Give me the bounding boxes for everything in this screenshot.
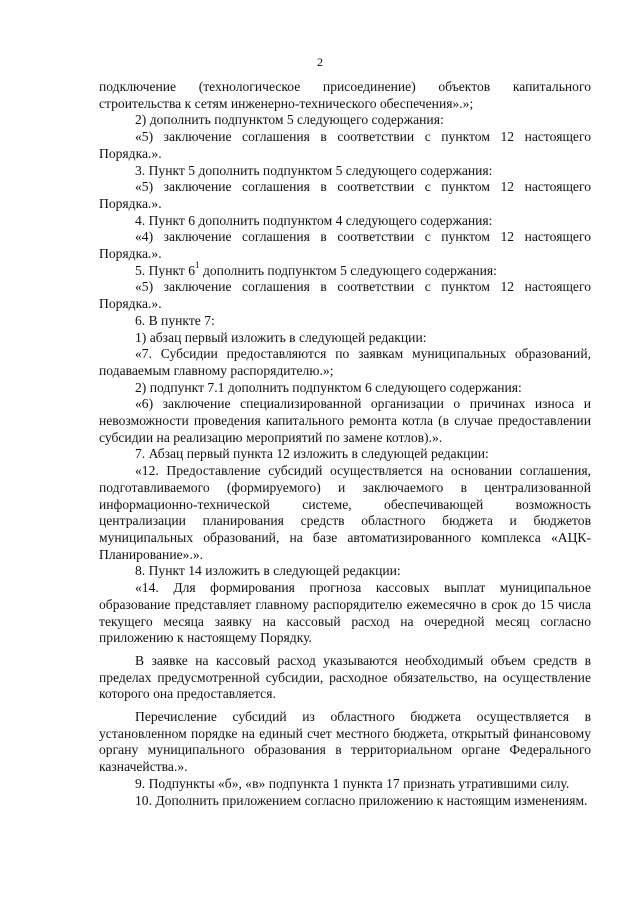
paragraph-quote-continuation: В заявке на кассовый расход указываются необходимый объем средств в пределах предусмотренной субсидии, расходное обязательство, на осуществление которого она предоставляется. xyxy=(99,652,591,702)
paragraph-item-4: 4. Пункт 6 дополнить подпунктом 4 следующего содержания: xyxy=(135,212,493,228)
item-5-superscript: 1 xyxy=(195,260,200,271)
paragraph-quote: «5) заключение соглашения в соответствии с пунктом 12 настоящего Порядка.». xyxy=(99,129,591,161)
item-5-text: дополнить подпунктом 5 следующего содержания: xyxy=(202,262,497,278)
paragraph-quote: «5) заключение соглашения в соответствии с пунктом 12 настоящего Порядка.». xyxy=(99,279,591,312)
paragraph-quote: «4) заключение соглашения в соответствии с пунктом 12 настоящего Порядка.». xyxy=(99,229,591,262)
paragraph-quote: «7. Субсидии предоставляются по заявкам муниципальных образований, подаваемым главному распорядителю.»; xyxy=(99,346,591,378)
paragraph-quote: «14. Для формирования прогноза кассовых выплат муниципальное образование представляет главному распорядителю ежемесячно в срок до 15 числа текущего месяца заявку на кассовый расход на очередной месяц согласно приложению к настоящему Порядку. xyxy=(99,580,591,646)
paragraph-subitem-2: 2) дополнить подпунктом 5 следующего содержания: xyxy=(135,112,444,128)
paragraph-item-6: 6. В пункте 7: xyxy=(135,312,215,328)
paragraph-subitem-1: 1) абзац первый изложить в следующей редакции: xyxy=(135,329,427,345)
item-5-prefix: 5. Пункт 6 xyxy=(135,262,196,278)
paragraph-item-9: 9. Подпункты «б», «в» подпункта 1 пункта 17 признать утратившими силу. xyxy=(135,775,570,791)
page-number: 2 xyxy=(317,55,323,69)
paragraph-item-5 xyxy=(99,260,591,280)
paragraph-quote: «6) заключение специализированной организации о причинах износа и невозможности проведения капитального ремонта котла (в случае предоставлении субсидии на реализацию мероприятий по замене котлов).». xyxy=(99,396,591,445)
paragraph-item-8: 8. Пункт 14 изложить в следующей редакции: xyxy=(135,563,401,579)
paragraph-item-3: 3. Пункт 5 дополнить подпунктом 5 следующего содержания: xyxy=(135,162,493,178)
paragraph-subitem-2: 2) подпункт 7.1 дополнить подпунктом 6 следующего содержания: xyxy=(135,379,522,395)
paragraph-item-10: 10. Дополнить приложением согласно приложению к настоящим изменениям. xyxy=(135,792,588,808)
document-body xyxy=(99,79,591,809)
paragraph-quote: «5) заключение соглашения в соответствии с пунктом 12 настоящего Порядка.». xyxy=(99,179,591,211)
paragraph-quote-continuation: Перечисление субсидий из областного бюджета осуществляется в установленном порядке на единый счет местного бюджета, открытый финансовому органу муниципального образования в территориальном органе Федерального казначейства.». xyxy=(99,709,591,775)
paragraph-continuation: подключение (технологическое присоединение) объектов капитального строительства к сетям инженерно-технического обеспечения».»; xyxy=(99,79,591,111)
paragraph-quote: «12. Предоставление субсидий осуществляется на основании соглашения, подготавливаемого (формируемого) и заключаемого в централизованной информационно-технической системе, обеспечивающей возможность централизации планирования средств областного бюджета и бюджетов муниципальных образований, на базе автоматизированного комплекса «АЦК-Планирование».». xyxy=(99,463,591,562)
paragraph-item-7: 7. Абзац первый пункта 12 изложить в следующей редакции: xyxy=(135,446,489,462)
